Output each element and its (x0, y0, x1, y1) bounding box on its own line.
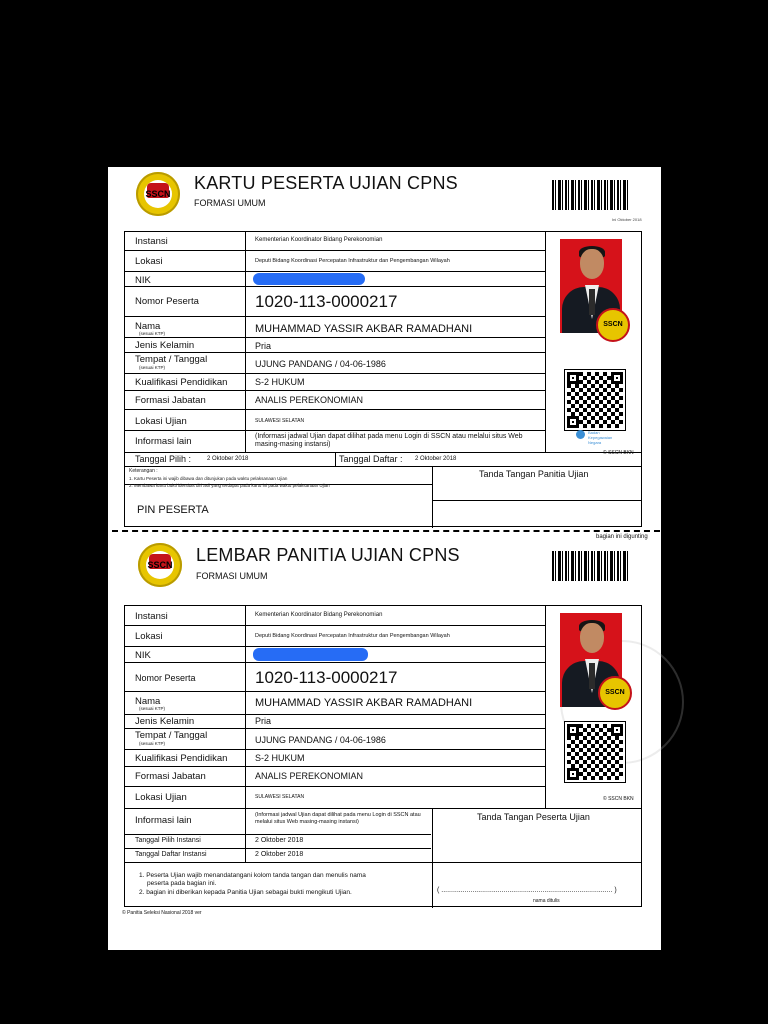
signature-name-line: ( ........................................................................................ ) (437, 887, 617, 894)
qr-caption: Badan Kepegawaian Negara (588, 430, 613, 445)
label-instansi: Instansi (135, 236, 168, 247)
value-tanggal-pilih: 2 Oktober 2018 (255, 837, 304, 844)
label-tempat-tanggal: Tempat / Tanggal (135, 354, 208, 365)
value-nama: MUHAMMAD YASSIR AKBAR RAMADHANI (255, 697, 473, 709)
label-nomor-peserta: Nomor Peserta (135, 296, 199, 307)
signature-label-panitia: Tanda Tangan Panitia Ujian (479, 469, 589, 479)
label-tempat-tanggal: Tempat / Tanggal (135, 730, 208, 741)
barcode-caption: Ini Oktober 2018 (612, 217, 642, 222)
label-tanggal-daftar: Tanggal Daftar Instansi (135, 851, 207, 858)
signature-label-peserta: Tanda Tangan Peserta Ujian (477, 812, 590, 822)
nik-redaction (253, 273, 365, 285)
value-instansi: Kementerian Koordinator Bidang Perekonomian (255, 612, 383, 618)
label-formasi-jabatan: Formasi Jabatan (135, 395, 206, 406)
instruction-1-continued: peserta pada bagian ini. (147, 880, 217, 887)
label-informasi-lain: Informasi lain (135, 436, 192, 447)
label-tanggal-daftar: Tanggal Daftar : (339, 454, 403, 464)
value-lokasi-ujian: SULAWESI SELATAN (255, 418, 305, 424)
value-lokasi: Deputi Bidang Koordinasi Percepatan Infrastruktur dan Pengembangan Wilayah (255, 258, 450, 264)
sscn-logo: SSCN (138, 543, 182, 587)
label-nomor-peserta: Nomor Peserta (135, 673, 196, 683)
note-tempat-tanggal: (sesuai KTP) (139, 365, 166, 370)
cut-note: bagian ini digunting (596, 534, 648, 540)
value-tempat-tanggal: UJUNG PANDANG / 04-06-1986 (255, 735, 386, 745)
copyright-bottom: © SSCN BKN (603, 796, 634, 802)
value-jenis-kelamin: Pria (255, 341, 272, 351)
note-nama: (sesuai KTP) (139, 706, 166, 711)
value-tanggal-daftar: 2 Oktober 2018 (255, 851, 304, 858)
value-tanggal-daftar: 2 Oktober 2018 (415, 456, 457, 462)
label-lokasi-ujian: Lokasi Ujian (135, 792, 187, 803)
value-nomor-peserta: 1020-113-0000217 (255, 668, 398, 687)
footer-note: © Panitia Seleksi Nasional 2018 ver (122, 910, 202, 916)
sscn-photo-stamp: SSCN (598, 676, 632, 710)
value-formasi-jabatan: ANALIS PEREKONOMIAN (255, 771, 364, 781)
sheet-subtitle: FORMASI UMUM (196, 571, 268, 581)
label-nik: NIK (135, 275, 151, 286)
label-kualifikasi: Kualifikasi Pendidikan (135, 377, 228, 388)
value-nomor-peserta: 1020-113-0000217 (255, 292, 398, 311)
label-nik: NIK (135, 650, 151, 661)
keterangan-item-1: 1. Kartu Peserta ini wajib dibawa dan ditunjukan pada waktu pelaksanaan Ujian (129, 476, 288, 481)
value-tempat-tanggal: UJUNG PANDANG / 04-06-1986 (255, 359, 386, 369)
label-tanggal-pilih: Tanggal Pilih Instansi (135, 837, 201, 844)
value-nama: MUHAMMAD YASSIR AKBAR RAMADHANI (255, 323, 473, 335)
qr-code (565, 722, 625, 782)
bkn-logo-icon (576, 430, 585, 439)
label-lokasi: Lokasi (135, 631, 163, 642)
label-nama: Nama (135, 321, 161, 332)
sscn-photo-stamp: SSCN (596, 308, 630, 342)
value-informasi-lain: (Informasi jadwal Ujian dapat dilihat pada menu Login di SSCN atau melalui situs Web masing-masing instansi) (255, 433, 523, 449)
note-nama: (sesuai KTP) (139, 331, 166, 336)
value-instansi: Kementerian Koordinator Bidang Perekonomian (255, 237, 383, 243)
value-informasi-lain: (Informasi jadwal Ujian dapat dilihat pada menu Login di SSCN atau melalui situs Web masing-masing instansi) (255, 812, 421, 825)
label-jenis-kelamin: Jenis Kelamin (135, 716, 195, 727)
sscn-logo: SSCN (136, 172, 180, 216)
card-title: KARTU PESERTA UJIAN CPNS (194, 173, 458, 193)
nama-ditulis-caption: nama ditulis (533, 898, 560, 904)
note-tempat-tanggal: (sesuai KTP) (139, 741, 166, 746)
label-lokasi: Lokasi (135, 256, 163, 267)
value-lokasi: Deputi Bidang Koordinasi Percepatan Infrastruktur dan Pengembangan Wilayah (255, 633, 450, 639)
pin-label: PIN PESERTA (137, 504, 209, 516)
label-tanggal-pilih: Tanggal Pilih : (135, 454, 192, 464)
barcode (552, 551, 628, 581)
value-formasi-jabatan: ANALIS PEREKONOMIAN (255, 395, 364, 405)
value-lokasi-ujian: SULAWESI SELATAN (255, 794, 305, 800)
keterangan-item-2: 2. Membawa kartu bukti identitas diri asli yang terdapat pada kartu ini pada waktu pelaksanaan Ujian (129, 483, 330, 488)
cut-line (112, 530, 660, 532)
value-tanggal-pilih: 2 Oktober 2018 (207, 456, 249, 462)
value-kualifikasi: S-2 HUKUM (255, 377, 305, 387)
barcode (552, 180, 628, 210)
keterangan-title: Keterangan : (129, 468, 158, 474)
label-jenis-kelamin: Jenis Kelamin (135, 340, 195, 351)
copyright-top: © SSCN BKN (603, 450, 634, 456)
instruction-2: 2. bagian ini diberikan kepada Panitia Ujian sebagai bukti mengikuti Ujian. (139, 889, 352, 896)
value-kualifikasi: S-2 HUKUM (255, 753, 305, 763)
label-formasi-jabatan: Formasi Jabatan (135, 771, 206, 782)
label-informasi-lain: Informasi lain (135, 815, 192, 826)
value-jenis-kelamin: Pria (255, 716, 272, 726)
instruction-1: 1. Peserta Ujian wajib menandatangani kolom tanda tangan dan menulis nama (139, 872, 366, 879)
card-subtitle: FORMASI UMUM (194, 198, 266, 208)
label-kualifikasi: Kualifikasi Pendidikan (135, 753, 228, 764)
label-nama: Nama (135, 696, 161, 707)
nik-redaction (253, 648, 368, 661)
label-instansi: Instansi (135, 611, 168, 622)
label-lokasi-ujian: Lokasi Ujian (135, 416, 187, 427)
qr-code (565, 370, 625, 430)
sheet-title: LEMBAR PANITIA UJIAN CPNS (196, 545, 460, 565)
